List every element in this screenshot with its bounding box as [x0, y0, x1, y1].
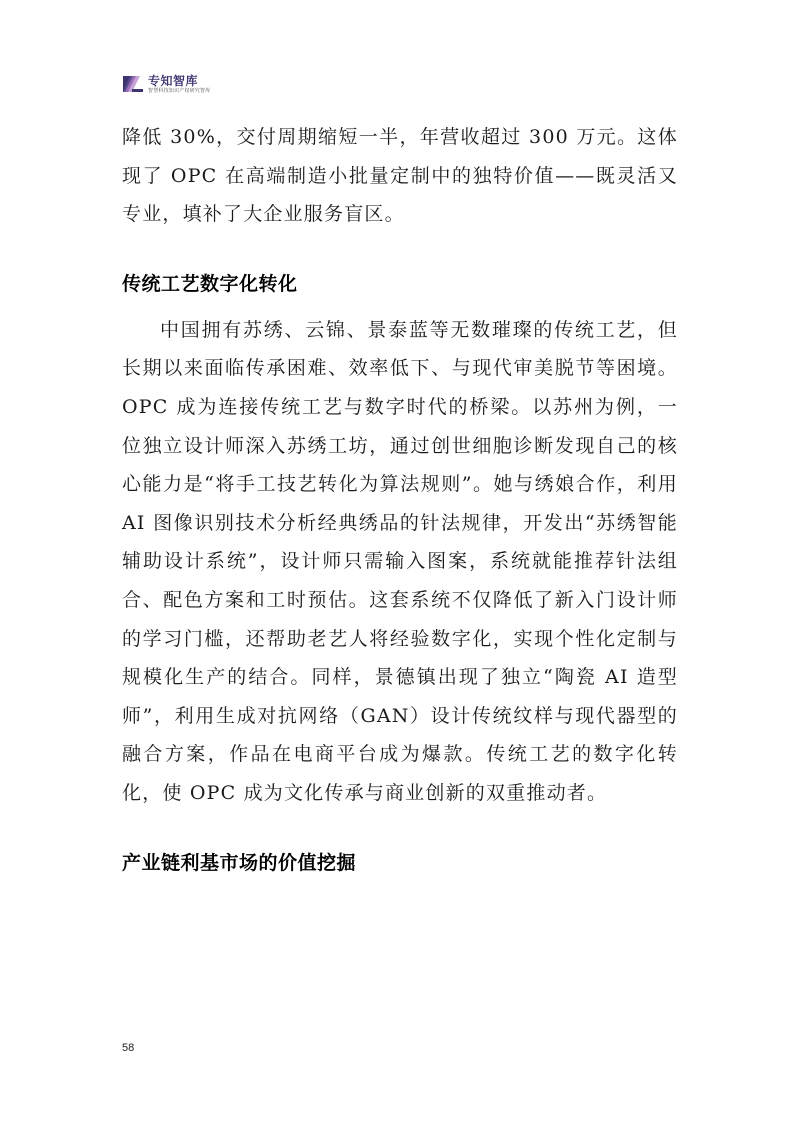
heading-traditional-craft: 传统工艺数字化转化 [122, 272, 298, 295]
document-body [122, 118, 678, 875]
logo-name: 专知智库 [148, 73, 199, 88]
zl-logo-icon [122, 73, 144, 95]
header-logo [122, 70, 210, 98]
logo-subtitle: 智慧科技知识产权研究智库 [148, 87, 211, 94]
logo-text [148, 75, 210, 94]
paragraph-intro-continuation: 降低 30%，交付周期缩短一半，年营收超过 300 万元。这体现了 OPC 在高端制造小批量定制中的独特价值——既灵活又专业，填补了大企业服务盲区。 [122, 126, 678, 226]
page-number: 58 [122, 1042, 135, 1054]
paragraph-traditional-craft: 中国拥有苏绣、云锦、景泰蓝等无数璀璨的传统工艺，但长期以来面临传承困难、效率低下、与现代审美脱节等困境。OPC 成为连接传统工艺与数字时代的桥梁。以苏州为例，一位独立设计师深入苏绣工坊，通过创世细胞诊断发现自己的核心能力是“将手工技艺转化为算法规则”。她与绣娘合作，利用 AI 图像识别技术分析经典绣品的针法规律，开发出“苏绣智能辅助设计系统”，设计师只需输入图案，系统就能推荐针法组合、配色方案和工时预估。这套系统不仅降低了新入门设计师的学习门槛，还帮助老艺人将经验数字化，实现个性化定制与规模化生产的结合。同样，景德镇出现了独立“陶瓷 AI 造型师”，利用生成对抗网络（GAN）设计传统纹样与现代器型的融合方案，作品在电商平台成为爆款。传统工艺的数字化转化，使 OPC 成为文化传承与商业创新的双重推动者。 [122, 318, 678, 804]
heading-industry-chain: 产业链利基市场的价值挖掘 [122, 851, 357, 874]
